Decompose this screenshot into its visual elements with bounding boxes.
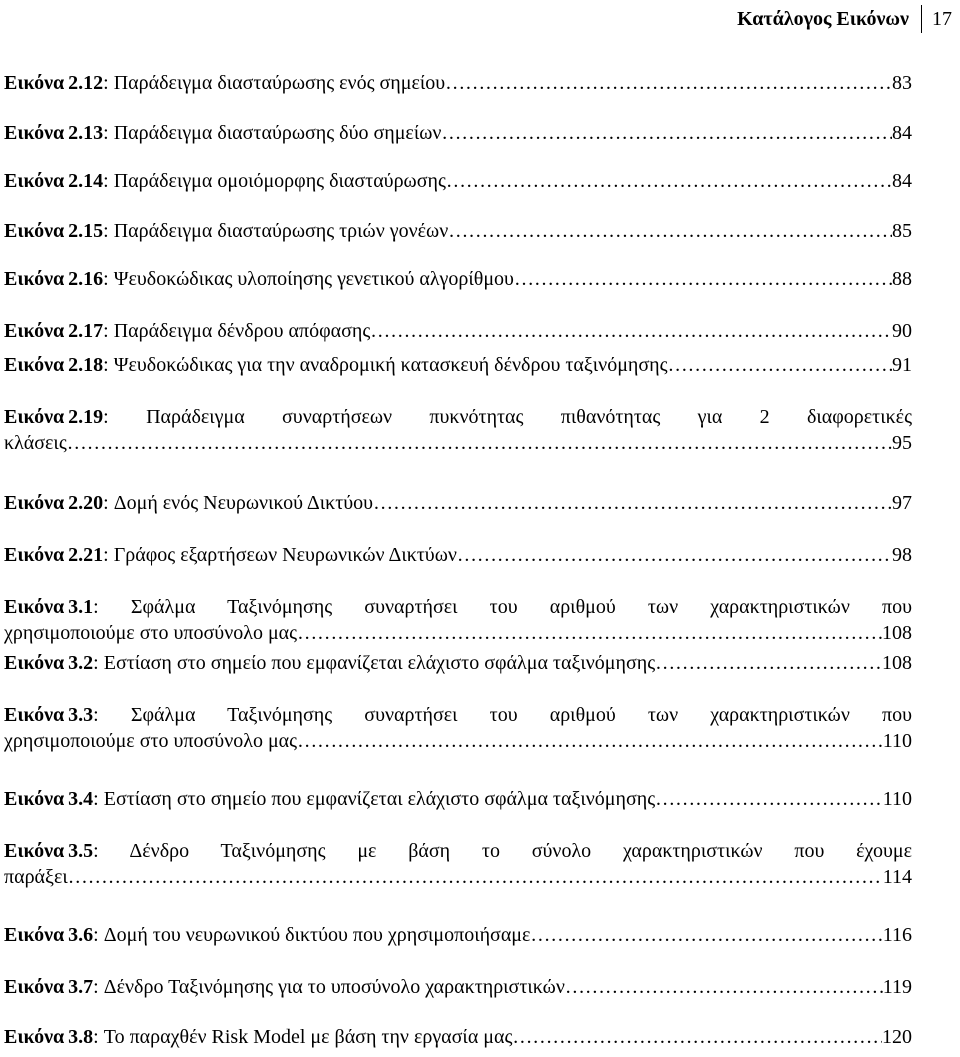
entry-line-1 (4, 594, 912, 620)
figure-caption-continuation: παράξει (4, 866, 68, 888)
entry-line-1 (4, 838, 912, 864)
figure-entry[interactable] (4, 168, 912, 194)
figure-caption: Δομή ενός Νευρωνικού Δικτύου (113, 492, 374, 514)
figure-separator: : (103, 544, 109, 566)
figure-number: 3.8 (68, 1026, 94, 1048)
figure-prefix: Εικόνα (4, 406, 65, 428)
running-header (737, 6, 952, 32)
entry-line (4, 542, 912, 568)
figure-caption: Παράδειγμα συναρτήσεων πυκνότητας πιθανότητας για 2 διαφορετικές (146, 406, 912, 428)
figure-page-number: 116 (882, 924, 912, 946)
entry-line (4, 620, 912, 646)
figure-prefix: Εικόνα (4, 652, 65, 674)
figure-caption: Σφάλμα Ταξινόμησης συναρτήσει του αριθμού των χαρακτηριστικών που (130, 704, 912, 726)
figure-label (4, 596, 93, 618)
figure-page-number: 84 (892, 122, 912, 144)
figure-caption: Ψευδοκώδικας για την αναδρομική κατασκευή δένδρου ταξινόμησης (113, 354, 668, 376)
figure-separator: : (93, 596, 99, 618)
figure-page-number: 83 (892, 72, 912, 94)
figure-prefix: Εικόνα (4, 596, 65, 618)
figure-separator: : (93, 924, 99, 946)
figure-page-number: 90 (892, 320, 912, 342)
figure-number: 3.3 (68, 704, 94, 726)
figure-label (4, 352, 103, 378)
dot-leader (441, 120, 892, 146)
figure-entry[interactable] (4, 404, 912, 456)
figure-separator: : (103, 170, 109, 192)
figure-label (4, 120, 103, 146)
figure-number: 2.19 (68, 406, 104, 428)
dot-leader (668, 352, 892, 378)
figure-prefix: Εικόνα (4, 544, 65, 566)
figure-page-number: 98 (892, 544, 912, 566)
figure-label (4, 922, 93, 948)
figure-separator: : (103, 354, 109, 376)
entry-line-1 (4, 404, 912, 430)
entry-line (4, 218, 912, 244)
figure-number: 2.14 (68, 170, 104, 192)
figure-page-number: 119 (882, 976, 912, 998)
entry-line (4, 266, 912, 292)
dot-leader (655, 786, 883, 812)
figure-label (4, 490, 103, 516)
figure-prefix: Εικόνα (4, 170, 65, 192)
figure-caption: Δομή του νευρωνικού δικτύου που χρησιμοποιήσαμε (103, 924, 531, 946)
figure-separator: : (93, 652, 99, 674)
figure-label (4, 704, 93, 726)
figure-number: 3.4 (68, 788, 94, 810)
figure-label (4, 974, 93, 1000)
figure-number: 3.1 (68, 596, 94, 618)
figure-label (4, 1024, 93, 1050)
dot-leader (514, 266, 892, 292)
figure-page-number: 108 (882, 622, 912, 644)
figure-entry[interactable] (4, 650, 912, 676)
header-title: Κατάλογος Εικόνων (737, 7, 909, 30)
entry-line (4, 430, 912, 456)
figure-caption-continuation: χρησιμοποιούμε στο υποσύνολο μας (4, 622, 298, 644)
figure-entry[interactable] (4, 218, 912, 244)
entry-line (4, 922, 912, 948)
figure-entry[interactable] (4, 542, 912, 568)
figure-label (4, 406, 103, 428)
figure-entry[interactable] (4, 266, 912, 292)
figure-prefix: Εικόνα (4, 840, 65, 862)
figure-label (4, 318, 103, 344)
figure-prefix: Εικόνα (4, 704, 65, 726)
dot-leader (67, 430, 892, 456)
figure-entry[interactable] (4, 922, 912, 948)
figure-prefix: Εικόνα (4, 268, 65, 290)
entry-line (4, 786, 912, 812)
figure-entry[interactable] (4, 120, 912, 146)
entry-line (4, 318, 912, 344)
figure-entry[interactable] (4, 594, 912, 646)
figure-page-number: 95 (892, 432, 912, 454)
figure-number: 2.15 (68, 220, 104, 242)
dot-leader (565, 974, 883, 1000)
figure-separator: : (93, 1026, 99, 1048)
dot-leader (297, 620, 882, 646)
dot-leader (655, 650, 882, 676)
figure-entry[interactable] (4, 702, 912, 754)
figure-label (4, 542, 103, 568)
figure-label (4, 840, 93, 862)
figure-caption: Γράφος εξαρτήσεων Νευρωνικών Δικτύων (113, 544, 457, 566)
figure-separator: : (103, 122, 109, 144)
figure-entry[interactable] (4, 974, 912, 1000)
figure-separator: : (103, 406, 109, 428)
entry-line (4, 168, 912, 194)
figure-label (4, 650, 93, 676)
figure-prefix: Εικόνα (4, 492, 65, 514)
figure-caption: Δένδρο Ταξινόμησης με βάση το σύνολο χαρακτηριστικών που έχουμε (129, 840, 912, 862)
figure-caption: Το παραχθέν Risk Model με βάση την εργασία μας (103, 1026, 513, 1048)
figure-number: 3.6 (68, 924, 94, 946)
figure-caption: Παράδειγμα διασταύρωσης δύο σημείων (113, 122, 442, 144)
figure-number: 3.7 (68, 976, 94, 998)
figure-entry[interactable] (4, 352, 912, 378)
entry-line (4, 352, 912, 378)
header-page-number: 17 (932, 7, 952, 30)
figure-prefix: Εικόνα (4, 72, 65, 94)
figure-separator: : (93, 976, 99, 998)
figure-entry[interactable] (4, 70, 912, 96)
figure-entry[interactable] (4, 786, 912, 812)
entry-line (4, 490, 912, 516)
figure-caption-continuation: χρησιμοποιούμε στο υποσύνολο μας (4, 730, 298, 752)
figure-prefix: Εικόνα (4, 788, 65, 810)
figure-prefix: Εικόνα (4, 1026, 65, 1048)
figure-entry[interactable] (4, 490, 912, 516)
dot-leader (448, 218, 892, 244)
figure-caption: Παράδειγμα ομοιόμορφης διασταύρωσης (113, 170, 446, 192)
figure-page-number: 85 (892, 220, 912, 242)
figure-separator: : (93, 840, 99, 862)
figure-number: 2.13 (68, 122, 104, 144)
dot-leader (530, 922, 882, 948)
figure-page-number: 97 (892, 492, 912, 514)
figure-page-number: 110 (882, 730, 912, 752)
figure-label (4, 168, 103, 194)
figure-caption: Παράδειγμα διασταύρωσης τριών γονέων (113, 220, 449, 242)
figure-page-number: 110 (882, 788, 912, 810)
figure-page-number: 108 (882, 652, 912, 674)
figure-separator: : (93, 704, 99, 726)
figure-caption: Παράδειγμα δένδρου απόφασης (113, 320, 371, 342)
figure-prefix: Εικόνα (4, 924, 65, 946)
entry-line (4, 974, 912, 1000)
entry-line (4, 864, 912, 890)
figure-number: 2.12 (68, 72, 104, 94)
dot-leader (445, 70, 892, 96)
figure-caption: Εστίαση στο σημείο που εμφανίζεται ελάχιστο σφάλμα ταξινόμησης (103, 652, 656, 674)
dot-leader (68, 864, 883, 890)
figure-separator: : (103, 268, 109, 290)
figure-label (4, 266, 103, 292)
dot-leader (370, 318, 892, 344)
figure-prefix: Εικόνα (4, 976, 65, 998)
figure-number: 2.17 (68, 320, 104, 342)
figure-caption: Εστίαση στο σημείο που εμφανίζεται ελάχιστο σφάλμα ταξινόμησης (103, 788, 656, 810)
dot-leader (373, 490, 892, 516)
figure-number: 3.5 (68, 840, 94, 862)
figure-caption: Ψευδοκώδικας υλοποίησης γενετικού αλγορίθμου (113, 268, 514, 290)
figure-caption: Σφάλμα Ταξινόμησης συναρτήσει του αριθμού των χαρακτηριστικών που (130, 596, 912, 618)
figure-separator: : (93, 788, 99, 810)
figure-separator: : (103, 320, 109, 342)
figure-label (4, 218, 103, 244)
figure-caption: Δένδρο Ταξινόμησης για το υποσύνολο χαρακτηριστικών (103, 976, 565, 998)
figure-separator: : (103, 492, 109, 514)
figure-page-number: 120 (882, 1026, 912, 1048)
entry-line (4, 728, 912, 754)
dot-leader (297, 728, 883, 754)
entry-line (4, 650, 912, 676)
dot-leader (457, 542, 892, 568)
figure-number: 2.16 (68, 268, 104, 290)
figure-number: 2.21 (68, 544, 104, 566)
figure-entry[interactable] (4, 318, 912, 344)
dot-leader (446, 168, 892, 194)
entry-line (4, 70, 912, 96)
dot-leader (512, 1024, 882, 1050)
figure-prefix: Εικόνα (4, 122, 65, 144)
figure-number: 3.2 (68, 652, 94, 674)
figure-prefix: Εικόνα (4, 320, 65, 342)
figure-caption: Παράδειγμα διασταύρωσης ενός σημείου (113, 72, 446, 94)
figure-page-number: 91 (892, 354, 912, 376)
figure-page-number: 114 (882, 866, 912, 888)
entry-line (4, 1024, 912, 1050)
figure-page-number: 88 (892, 268, 912, 290)
figure-separator: : (103, 72, 109, 94)
figure-label (4, 70, 103, 96)
figure-caption-continuation: κλάσεις (4, 432, 67, 454)
figure-entry[interactable] (4, 1024, 912, 1050)
entry-line (4, 120, 912, 146)
figure-entry[interactable] (4, 838, 912, 890)
figure-prefix: Εικόνα (4, 354, 65, 376)
entry-line-1 (4, 702, 912, 728)
figure-separator: : (103, 220, 109, 242)
figure-label (4, 786, 93, 812)
figure-number: 2.18 (68, 354, 104, 376)
figure-number: 2.20 (68, 492, 104, 514)
figure-prefix: Εικόνα (4, 220, 65, 242)
figure-page-number: 84 (892, 170, 912, 192)
